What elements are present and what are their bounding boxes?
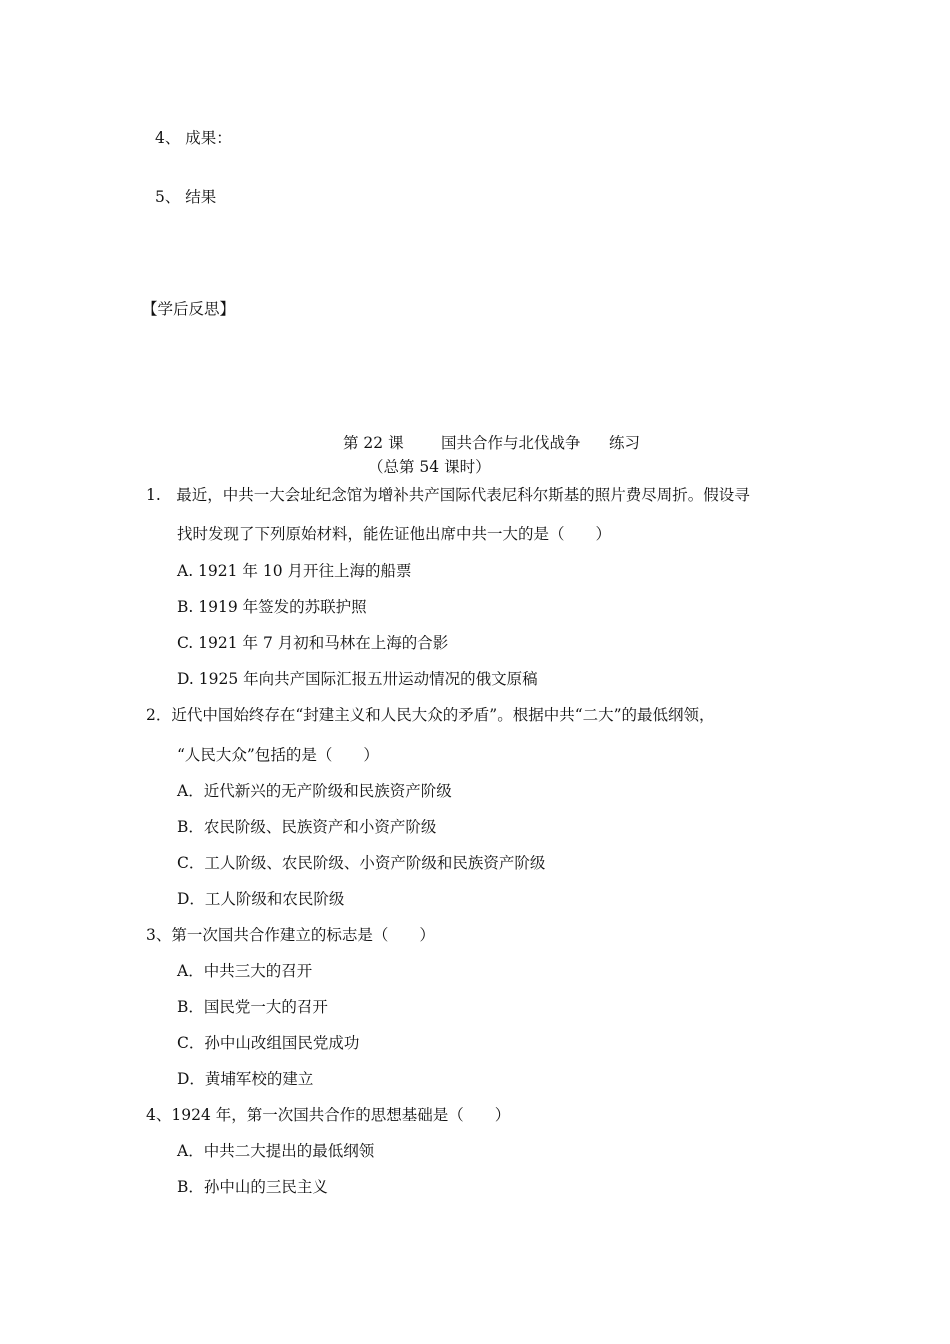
option-a: A．中共二大提出的最低纲领 bbox=[177, 1142, 375, 1160]
question-stem: 4、1924 年，第一次国共合作的思想基础是（ ） bbox=[146, 1106, 511, 1124]
lesson-total-period: （总第 54 课时） bbox=[368, 458, 491, 476]
option-a: A．中共三大的召开 bbox=[177, 962, 313, 980]
question-stem: “人民大众”包括的是（ ） bbox=[177, 746, 379, 764]
option-a: A. 1921 年 10 月开往上海的船票 bbox=[177, 562, 412, 580]
option-b: B．国民党一大的召开 bbox=[177, 998, 328, 1016]
option-d: D．黄埔军校的建立 bbox=[177, 1070, 314, 1088]
lesson-title: 国共合作与北伐战争 bbox=[441, 434, 581, 452]
item-5-result: 5、 结果 bbox=[155, 188, 217, 206]
item-4-achievement: 4、 成果： bbox=[155, 129, 232, 147]
option-d: D. 1925 年向共产国际汇报五卅运动情况的俄文原稿 bbox=[177, 670, 538, 688]
option-c: C．孙中山改组国民党成功 bbox=[177, 1034, 360, 1052]
reflection-heading: 【学后反思】 bbox=[142, 300, 236, 318]
option-c: C．工人阶级、农民阶级、小资产阶级和民族资产阶级 bbox=[177, 854, 546, 872]
question-stem: 2．近代中国始终存在“封建主义和人民大众的矛盾”。根据中共“二大”的最低纲领， bbox=[146, 706, 715, 724]
question-stem: 3、第一次国共合作建立的标志是（ ） bbox=[146, 926, 435, 944]
option-a: A．近代新兴的无产阶级和民族资产阶级 bbox=[177, 782, 452, 800]
option-b: B．孙中山的三民主义 bbox=[177, 1178, 328, 1196]
option-b: B．农民阶级、民族资产和小资产阶级 bbox=[177, 818, 437, 836]
option-c: C. 1921 年 7 月初和马林在上海的合影 bbox=[177, 634, 449, 652]
option-d: D．工人阶级和农民阶级 bbox=[177, 890, 345, 908]
lesson-number: 第 22 课 bbox=[343, 434, 404, 452]
question-stem: 1. 最近，中共一大会址纪念馆为增补共产国际代表尼科尔斯基的照片费尽周折。假设寻 bbox=[146, 486, 750, 504]
option-b: B. 1919 年签发的苏联护照 bbox=[177, 598, 367, 616]
lesson-practice-label: 练习 bbox=[609, 434, 641, 452]
question-stem: 找时发现了下列原始材料，能佐证他出席中共一大的是（ ） bbox=[177, 525, 612, 543]
